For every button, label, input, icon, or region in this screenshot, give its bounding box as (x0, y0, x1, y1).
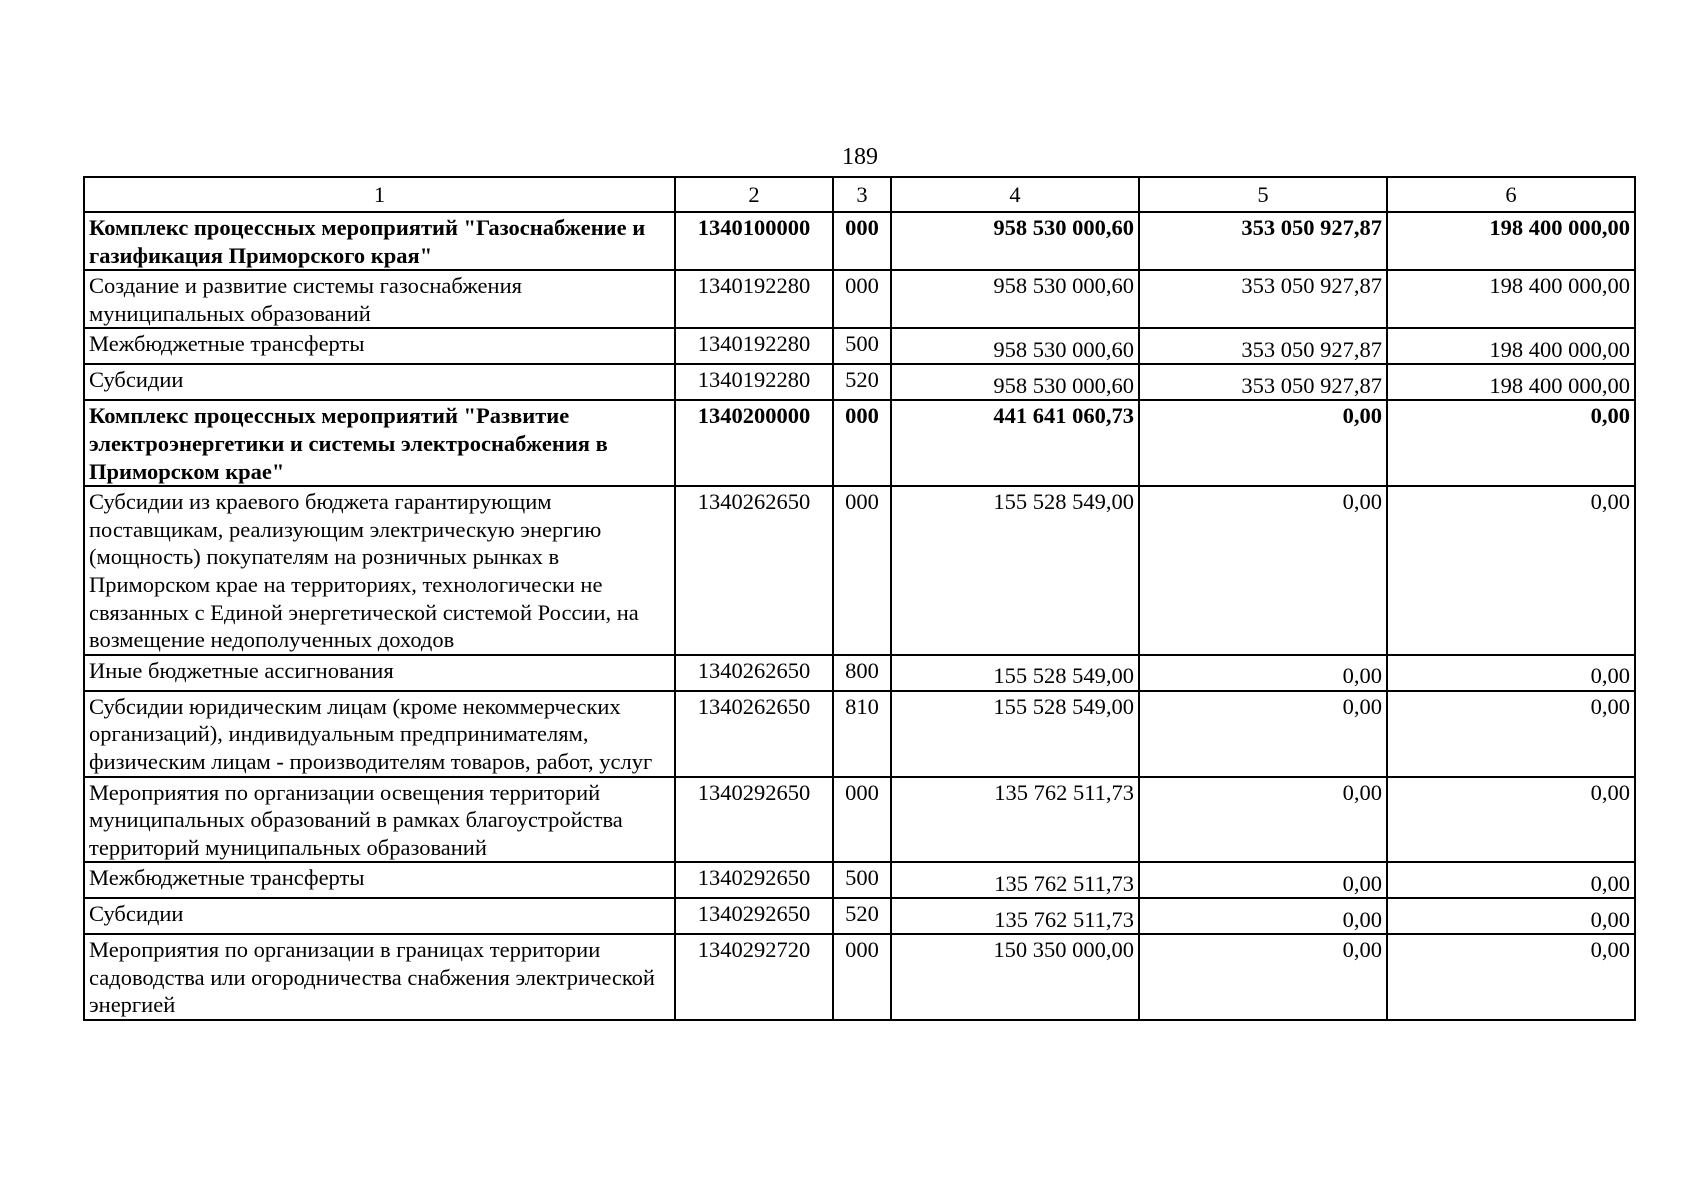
row-kind: 500 (833, 328, 891, 364)
row-kind: 000 (833, 486, 891, 655)
row-kind: 520 (833, 364, 891, 400)
row-name: Создание и развитие системы газоснабжения муниципальных образований (84, 270, 675, 328)
row-name: Субсидии (84, 898, 675, 934)
row-value-4: 155 528 549,00 (891, 655, 1139, 691)
row-value-4: 135 762 511,73 (891, 862, 1139, 898)
row-code: 1340292650 (675, 777, 833, 863)
row-name: Иные бюджетные ассигнования (84, 655, 675, 691)
row-value-5: 0,00 (1139, 486, 1387, 655)
budget-table (83, 176, 1636, 1021)
page-number: 189 (842, 144, 878, 170)
row-value-4: 135 762 511,73 (891, 777, 1139, 863)
row-value-5: 353 050 927,87 (1139, 212, 1387, 270)
row-code: 1340192280 (675, 364, 833, 400)
row-kind: 000 (833, 400, 891, 486)
row-code: 1340200000 (675, 400, 833, 486)
table-row (84, 862, 1635, 898)
row-kind: 000 (833, 934, 891, 1020)
column-header: 2 (675, 177, 833, 212)
row-value-6: 0,00 (1387, 655, 1635, 691)
row-code: 1340292650 (675, 862, 833, 898)
table-row (84, 212, 1635, 270)
row-value-6: 0,00 (1387, 691, 1635, 777)
row-name: Мероприятия по организации в границах территории садоводства или огородничества снабжения электрической энергией (84, 934, 675, 1020)
row-name: Субсидии юридическим лицам (кроме некоммерческих организаций), индивидуальным предпринимателям, физическим лицам - производителям товаров, работ, услуг (84, 691, 675, 777)
row-value-6: 0,00 (1387, 486, 1635, 655)
row-code: 1340292720 (675, 934, 833, 1020)
row-value-4: 958 530 000,60 (891, 328, 1139, 364)
row-name: Межбюджетные трансферты (84, 328, 675, 364)
row-kind: 800 (833, 655, 891, 691)
row-kind: 000 (833, 270, 891, 328)
row-name: Субсидии (84, 364, 675, 400)
row-value-4: 958 530 000,60 (891, 364, 1139, 400)
column-header: 3 (833, 177, 891, 212)
row-code: 1340262650 (675, 691, 833, 777)
table-body (84, 212, 1635, 1020)
row-code: 1340192280 (675, 270, 833, 328)
row-name: Комплекс процессных мероприятий "Газоснабжение и газификация Приморского края" (84, 212, 675, 270)
row-value-4: 958 530 000,60 (891, 270, 1139, 328)
row-value-6: 0,00 (1387, 934, 1635, 1020)
row-value-6: 198 400 000,00 (1387, 364, 1635, 400)
row-kind: 810 (833, 691, 891, 777)
column-header: 5 (1139, 177, 1387, 212)
table-row (84, 364, 1635, 400)
row-code: 1340192280 (675, 328, 833, 364)
row-value-5: 0,00 (1139, 400, 1387, 486)
table-row (84, 486, 1635, 655)
row-value-5: 353 050 927,87 (1139, 364, 1387, 400)
row-name: Межбюджетные трансферты (84, 862, 675, 898)
row-value-6: 0,00 (1387, 862, 1635, 898)
column-number-row (84, 177, 1635, 212)
row-value-6: 0,00 (1387, 400, 1635, 486)
column-header: 4 (891, 177, 1139, 212)
row-name: Комплекс процессных мероприятий "Развитие электроэнергетики и системы электроснабжения в Приморском крае" (84, 400, 675, 486)
row-value-5: 0,00 (1139, 655, 1387, 691)
row-value-4: 150 350 000,00 (891, 934, 1139, 1020)
table-row (84, 898, 1635, 934)
row-kind: 000 (833, 777, 891, 863)
row-value-6: 0,00 (1387, 898, 1635, 934)
table-row (84, 270, 1635, 328)
row-value-6: 198 400 000,00 (1387, 270, 1635, 328)
row-value-6: 0,00 (1387, 777, 1635, 863)
column-header: 1 (84, 177, 675, 212)
row-kind: 000 (833, 212, 891, 270)
row-kind: 520 (833, 898, 891, 934)
row-code: 1340262650 (675, 486, 833, 655)
row-code: 1340262650 (675, 655, 833, 691)
row-value-6: 198 400 000,00 (1387, 328, 1635, 364)
table-row (84, 691, 1635, 777)
column-header: 6 (1387, 177, 1635, 212)
row-value-5: 0,00 (1139, 691, 1387, 777)
row-code: 1340100000 (675, 212, 833, 270)
row-value-4: 958 530 000,60 (891, 212, 1139, 270)
row-value-5: 0,00 (1139, 777, 1387, 863)
table-row (84, 400, 1635, 486)
row-code: 1340292650 (675, 898, 833, 934)
table-row (84, 655, 1635, 691)
row-value-4: 135 762 511,73 (891, 898, 1139, 934)
row-name: Субсидии из краевого бюджета гарантирующим поставщикам, реализующим электрическую энергию (мощность) покупателям на розничных рынках в Приморском крае на территориях, технологически не связанных с Единой энергетической системой России, на возмещение недополученных доходов (84, 486, 675, 655)
row-name: Мероприятия по организации освещения территорий муниципальных образований в рамках благоустройства территорий муниципальных образований (84, 777, 675, 863)
row-value-5: 0,00 (1139, 898, 1387, 934)
row-value-4: 155 528 549,00 (891, 691, 1139, 777)
table-row (84, 328, 1635, 364)
row-value-5: 353 050 927,87 (1139, 328, 1387, 364)
row-value-6: 198 400 000,00 (1387, 212, 1635, 270)
row-value-5: 0,00 (1139, 862, 1387, 898)
row-kind: 500 (833, 862, 891, 898)
row-value-4: 155 528 549,00 (891, 486, 1139, 655)
table-row (84, 777, 1635, 863)
row-value-5: 0,00 (1139, 934, 1387, 1020)
table-row (84, 934, 1635, 1020)
row-value-4: 441 641 060,73 (891, 400, 1139, 486)
row-value-5: 353 050 927,87 (1139, 270, 1387, 328)
